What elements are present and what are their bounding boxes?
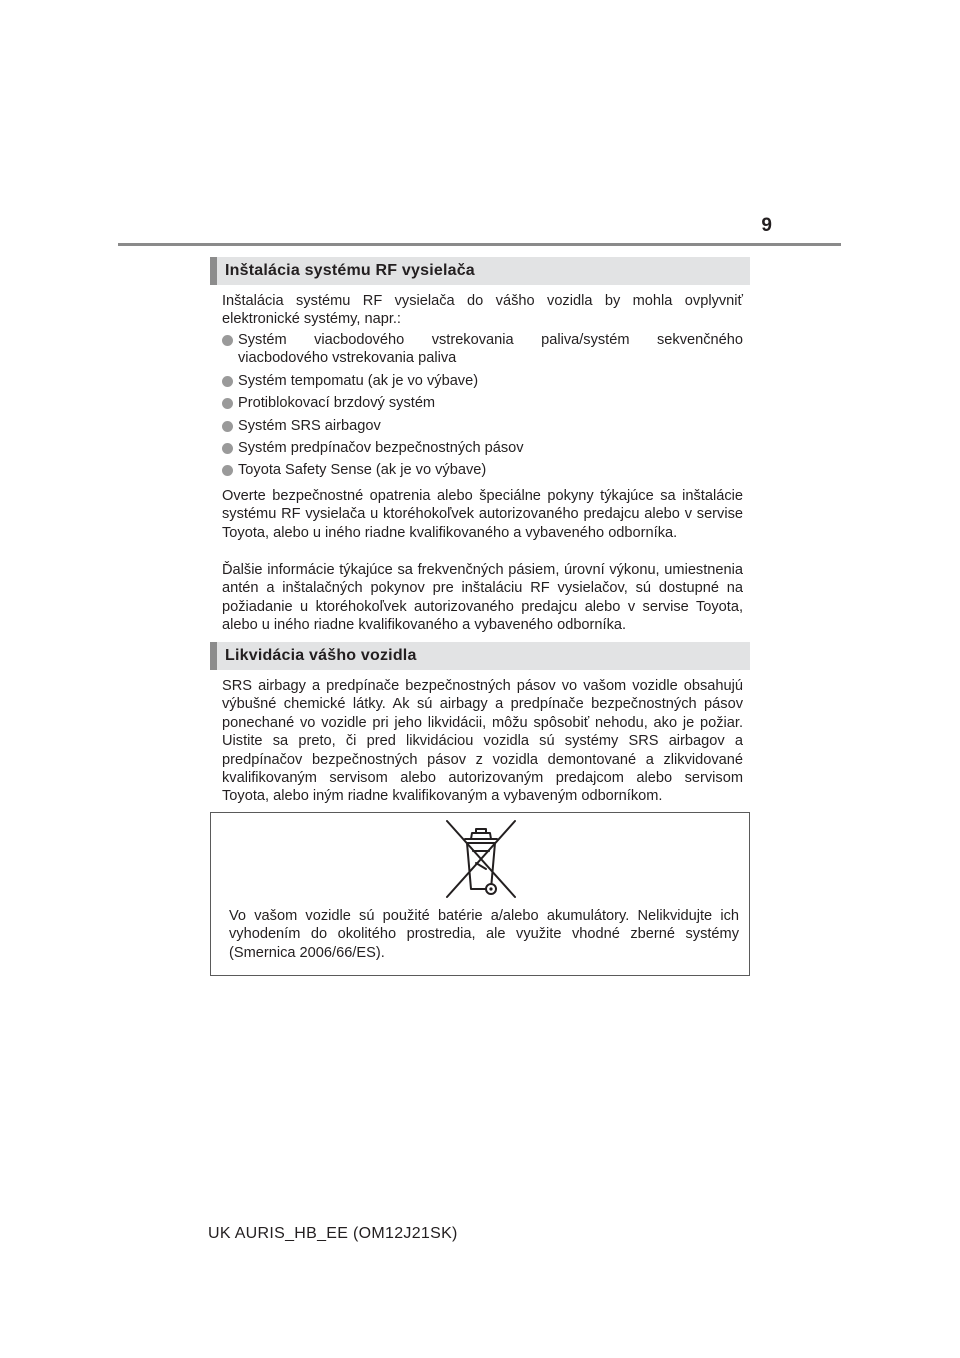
header-rule	[118, 243, 841, 246]
rf-intro-paragraph: Inštalácia systému RF vysielača do vášho vozidla by mohla ovplyvniť elektronické systémy, napr.:	[222, 293, 743, 328]
bullet-dot-icon	[222, 335, 233, 346]
affected-systems-list	[222, 331, 743, 484]
list-item	[222, 394, 743, 412]
list-item	[222, 331, 743, 368]
list-item-text: Systém predpínačov bezpečnostných pásov	[238, 440, 524, 457]
rf-info-paragraph: Ďalšie informácie týkajúce sa frekvenčných pásiem, úrovní výkonu, umiestnenia antén a inštalačných pokynov pre inštaláciu RF vysielačov, sú dostupné na požiadanie u ktoréhokoľvek autorizovaného predajcu alebo v servise Toyota, alebo u iného riadne kvalifikovaného a vybaveného odborníka.	[222, 562, 743, 634]
section-title-rf-transmitter: Inštalácia systému RF vysielača	[210, 257, 750, 285]
bullet-dot-icon	[222, 376, 233, 387]
list-item-text: Toyota Safety Sense (ak je vo výbave)	[238, 462, 487, 479]
crossed-out-wheelie-bin-icon	[443, 817, 519, 901]
bullet-dot-icon	[222, 465, 233, 476]
list-item	[222, 417, 743, 435]
list-item-text: Protiblokovací brzdový systém	[238, 395, 436, 412]
document-code: UK AURIS_HB_EE (OM12J21SK)	[208, 1225, 458, 1242]
bullet-dot-icon	[222, 398, 233, 409]
battery-disposal-notice	[210, 812, 750, 976]
list-item-text: Systém tempomatu (ak je vo výbave)	[238, 372, 479, 389]
battery-disposal-text: Vo vašom vozidle sú použité batérie a/alebo akumulátory. Nelikvidujte ich vyhodením do okolitého prostredia, ale využite vhodné zberné systémy (Smernica 2006/66/ES).	[229, 908, 739, 961]
list-item-text: Systém viacbodového vstrekovania paliva/systém sekvenčného viacbodového vstrekovania paliva	[238, 332, 743, 367]
list-item	[222, 461, 743, 479]
bullet-dot-icon	[222, 443, 233, 454]
list-item	[222, 372, 743, 390]
bullet-dot-icon	[222, 421, 233, 432]
section-title-vehicle-disposal: Likvidácia vášho vozidla	[210, 642, 750, 670]
rf-precautions-paragraph: Overte bezpečnostné opatrenia alebo špeciálne pokyny týkajúce sa inštalácie systému RF vysielača u ktoréhokoľvek autorizovaného predajcu alebo v servise Toyota, alebo u iného riadne kvalifikovaného a vybaveného odborníka.	[222, 488, 743, 541]
list-item-text: Systém SRS airbagov	[238, 417, 381, 434]
page-number: 9	[761, 215, 772, 236]
list-item	[222, 439, 743, 457]
disposal-paragraph: SRS airbagy a predpínače bezpečnostných pásov vo vašom vozidle obsahujú výbušné chemické látky. Ak sú airbagy a predpínače bezpečnostných pásov ponechané vo vozidle pri jeho likvidácii, môžu spôsobiť nehodu, ako je požiar. Uistite sa preto, či pred likvidáciou vozidla sú systémy SRS airbagov a predpínačov bezpečnostných pásov z vozidla demontované a zlikvidované kvalifikovaným servisom alebo autorizovaným predajcom alebo servisom Toyota, alebo iným riadne kvalifikovaným a vybaveným odborníkom.	[222, 678, 743, 805]
